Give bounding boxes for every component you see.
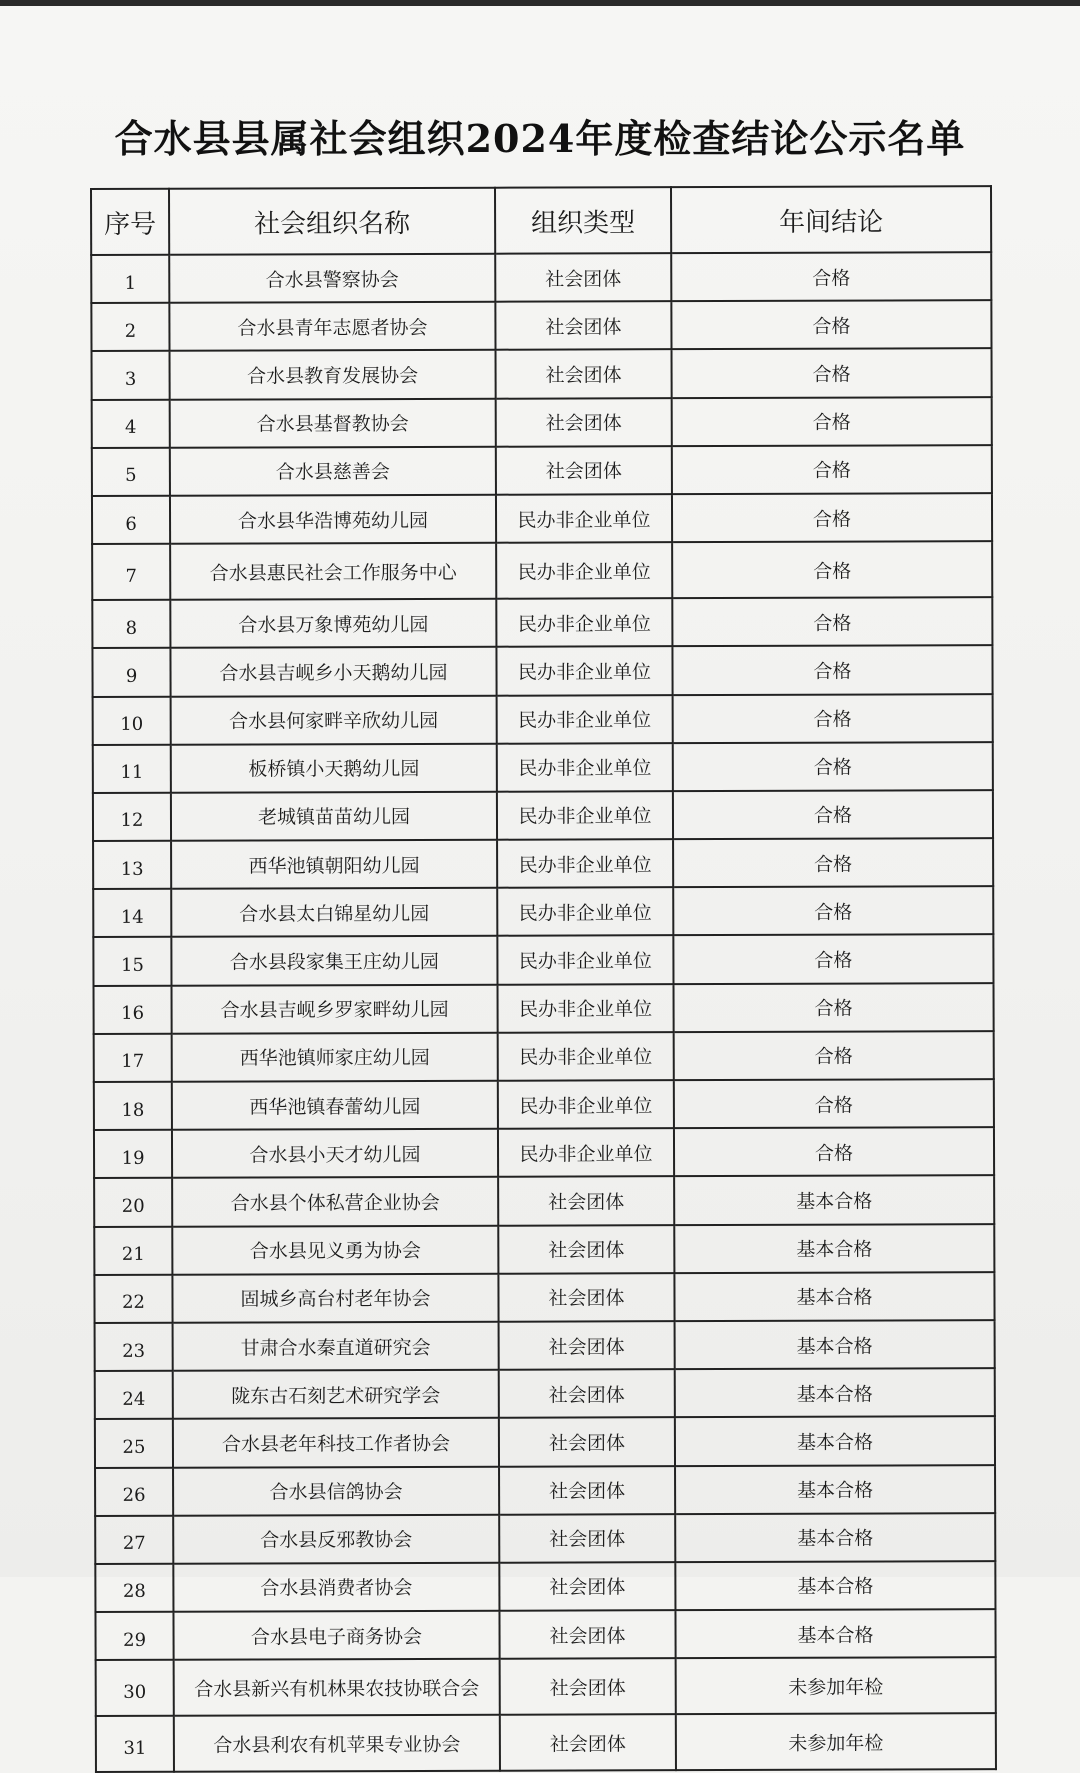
conclusion: 合格 [672, 493, 992, 542]
row-index: 14 [93, 889, 171, 937]
conclusion: 合格 [672, 349, 992, 398]
row-index: 19 [94, 1130, 172, 1178]
table-row [91, 252, 991, 303]
row-index: 15 [93, 937, 171, 985]
conclusion: 基本合格 [674, 1224, 994, 1273]
org-name: 陇东古石刻艺术研究学会 [173, 1370, 499, 1419]
org-type: 社会团体 [498, 1177, 674, 1226]
org-name: 合水县反邪教协会 [173, 1514, 499, 1563]
org-name: 合水县吉岘乡小天鹅幼儿园 [170, 647, 496, 696]
table-row [92, 645, 992, 696]
org-type: 社会团体 [495, 253, 671, 302]
row-index: 5 [92, 448, 170, 496]
table-row [92, 445, 992, 496]
conclusion: 合格 [671, 300, 991, 349]
row-index: 10 [93, 696, 171, 744]
table-row [95, 1368, 995, 1419]
table-row [93, 838, 993, 889]
org-name: 固城乡高台村老年协会 [172, 1273, 498, 1322]
row-index: 28 [95, 1564, 173, 1612]
org-name: 合水县老年科技工作者协会 [173, 1418, 499, 1467]
org-type: 民办非企业单位 [498, 1080, 674, 1129]
org-name: 合水县太白锦星幼儿园 [171, 888, 497, 937]
conclusion: 合格 [673, 694, 993, 743]
org-type: 社会团体 [498, 1225, 674, 1274]
org-type: 社会团体 [499, 1562, 675, 1611]
org-name: 老城镇苗苗幼儿园 [171, 792, 497, 841]
org-name: 合水县小天才幼儿园 [172, 1129, 498, 1178]
org-name: 板桥镇小天鹅幼儿园 [171, 743, 497, 792]
header-index: 序号 [91, 189, 169, 255]
row-index: 11 [93, 744, 171, 792]
org-type: 民办非企业单位 [497, 936, 673, 985]
conclusion: 合格 [673, 935, 993, 984]
row-index: 21 [94, 1226, 172, 1274]
page-edge [0, 0, 1080, 6]
org-type: 社会团体 [500, 1658, 676, 1715]
table-row [94, 1176, 994, 1227]
conclusion: 基本合格 [675, 1465, 995, 1514]
org-type: 社会团体 [499, 1369, 675, 1418]
org-name: 西华池镇朝阳幼儿园 [171, 840, 497, 889]
row-index: 26 [95, 1467, 173, 1515]
row-index: 2 [91, 303, 169, 351]
conclusion: 合格 [673, 790, 993, 839]
org-type: 民办非企业单位 [497, 791, 673, 840]
row-index: 18 [94, 1082, 172, 1130]
org-name: 合水县吉岘乡罗家畔幼儿园 [172, 984, 498, 1033]
org-type: 民办非企业单位 [497, 743, 673, 792]
row-index: 29 [95, 1612, 173, 1660]
table-row [92, 493, 992, 544]
table-row [92, 597, 992, 648]
conclusion: 基本合格 [675, 1513, 995, 1562]
table-row [94, 1127, 994, 1178]
org-type: 社会团体 [496, 446, 672, 495]
document-title: 合水县县属社会组织2024年度检查结论公示名单 [114, 116, 966, 161]
table-row [92, 397, 992, 448]
org-name: 合水县何家畔辛欣幼儿园 [171, 695, 497, 744]
table-row [92, 349, 992, 400]
org-name: 合水县华浩博苑幼儿园 [170, 495, 496, 544]
org-name: 合水县电子商务协会 [173, 1611, 499, 1660]
table-row [95, 1609, 995, 1660]
table-row [95, 1465, 995, 1516]
org-name: 合水县警察协会 [169, 254, 495, 303]
org-type: 民办非企业单位 [496, 494, 672, 543]
row-index: 20 [94, 1178, 172, 1226]
row-index: 24 [95, 1371, 173, 1419]
table-row [93, 790, 993, 841]
org-name: 合水县新兴有机林果农技协联合会 [174, 1659, 500, 1716]
org-name: 合水县万象博苑幼儿园 [170, 599, 496, 648]
conclusion: 合格 [673, 838, 993, 887]
org-name: 合水县段家集王庄幼儿园 [171, 936, 497, 985]
org-type: 民办非企业单位 [497, 887, 673, 936]
row-index: 1 [91, 255, 169, 303]
table-row [96, 1713, 996, 1772]
conclusion: 基本合格 [675, 1416, 995, 1465]
table-row [96, 1657, 996, 1716]
org-type: 社会团体 [500, 1714, 676, 1771]
row-index: 3 [92, 351, 170, 399]
conclusion: 基本合格 [675, 1609, 995, 1658]
conclusion: 合格 [672, 645, 992, 694]
table-header-row [91, 186, 991, 255]
conclusion: 合格 [672, 541, 992, 598]
org-type: 社会团体 [499, 1466, 675, 1515]
row-index: 6 [92, 496, 170, 544]
table-row [94, 1224, 994, 1275]
conclusion: 合格 [672, 397, 992, 446]
row-index: 12 [93, 793, 171, 841]
row-index: 13 [93, 841, 171, 889]
org-name: 合水县利农有机苹果专业协会 [174, 1715, 500, 1772]
org-name: 合水县消费者协会 [173, 1563, 499, 1612]
org-name: 合水县个体私营企业协会 [172, 1177, 498, 1226]
table-body [91, 252, 996, 1772]
org-type: 民办非企业单位 [497, 695, 673, 744]
table-row [94, 1031, 994, 1082]
org-type: 民办非企业单位 [496, 542, 672, 599]
org-type: 民办非企业单位 [498, 1032, 674, 1081]
org-type: 社会团体 [499, 1321, 675, 1370]
org-type: 社会团体 [499, 1610, 675, 1659]
row-index: 31 [96, 1716, 174, 1772]
org-type: 社会团体 [496, 398, 672, 447]
table-row [95, 1561, 995, 1612]
conclusion: 基本合格 [675, 1320, 995, 1369]
org-name: 西华池镇春蕾幼儿园 [172, 1081, 498, 1130]
table-row [92, 541, 992, 600]
org-type: 民办非企业单位 [498, 1128, 674, 1177]
row-index: 9 [92, 648, 170, 696]
org-type: 社会团体 [495, 301, 671, 350]
table-row [94, 983, 994, 1034]
conclusion: 合格 [674, 983, 994, 1032]
org-name: 合水县惠民社会工作服务中心 [170, 543, 496, 600]
org-type: 社会团体 [496, 350, 672, 399]
conclusion: 合格 [672, 597, 992, 646]
table-row [93, 742, 993, 793]
org-name: 合水县基督教协会 [170, 398, 496, 447]
org-type: 民办非企业单位 [498, 984, 674, 1033]
row-index: 23 [95, 1323, 173, 1371]
table-row [95, 1416, 995, 1467]
header-conclusion: 年间结论 [671, 186, 991, 253]
table-row [95, 1513, 995, 1564]
row-index: 22 [94, 1274, 172, 1322]
org-name: 合水县慈善会 [170, 446, 496, 495]
table-row [94, 1272, 994, 1323]
org-name: 合水县教育发展协会 [170, 350, 496, 399]
results-table [90, 185, 997, 1773]
conclusion: 基本合格 [675, 1561, 995, 1610]
conclusion: 未参加年检 [676, 1657, 996, 1714]
conclusion: 合格 [672, 445, 992, 494]
conclusion: 合格 [673, 742, 993, 791]
table-row [95, 1320, 995, 1371]
conclusion: 合格 [671, 252, 991, 301]
conclusion: 基本合格 [674, 1176, 994, 1225]
org-type: 民办非企业单位 [496, 598, 672, 647]
conclusion: 未参加年检 [676, 1713, 996, 1770]
header-org-type: 组织类型 [495, 187, 671, 254]
conclusion: 基本合格 [674, 1272, 994, 1321]
table-row [94, 1079, 994, 1130]
row-index: 16 [94, 985, 172, 1033]
conclusion: 合格 [673, 886, 993, 935]
org-type: 社会团体 [499, 1417, 675, 1466]
row-index: 27 [95, 1515, 173, 1563]
org-type: 社会团体 [498, 1273, 674, 1322]
conclusion: 基本合格 [675, 1368, 995, 1417]
row-index: 7 [92, 544, 170, 600]
org-name: 合水县信鸽协会 [173, 1466, 499, 1515]
header-org-name: 社会组织名称 [169, 188, 495, 255]
table-row [91, 300, 991, 351]
org-name: 甘肃合水秦直道研究会 [173, 1322, 499, 1371]
org-type: 民办非企业单位 [497, 839, 673, 888]
org-type: 社会团体 [499, 1514, 675, 1563]
row-index: 4 [92, 399, 170, 447]
org-name: 合水县青年志愿者协会 [169, 302, 495, 351]
table-row [93, 935, 993, 986]
row-index: 8 [92, 600, 170, 648]
org-type: 民办非企业单位 [496, 646, 672, 695]
row-index: 30 [96, 1660, 174, 1716]
conclusion: 合格 [674, 1079, 994, 1128]
table-row [93, 886, 993, 937]
row-index: 25 [95, 1419, 173, 1467]
conclusion: 合格 [674, 1031, 994, 1080]
row-index: 17 [94, 1034, 172, 1082]
conclusion: 合格 [674, 1127, 994, 1176]
org-name: 西华池镇师家庄幼儿园 [172, 1033, 498, 1082]
org-name: 合水县见义勇为协会 [172, 1225, 498, 1274]
table-row [93, 694, 993, 745]
